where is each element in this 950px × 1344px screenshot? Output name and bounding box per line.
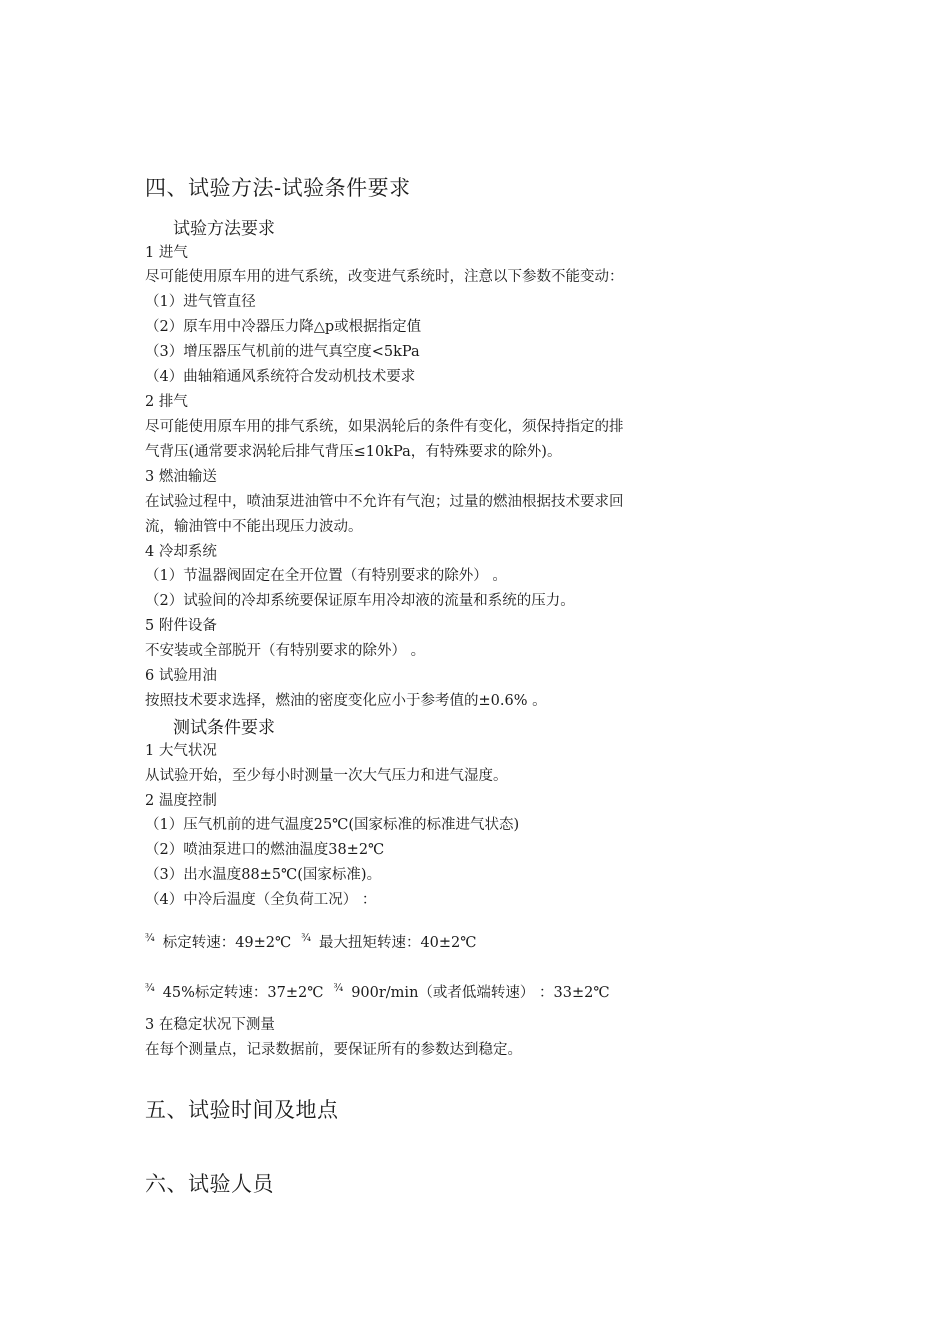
paragraph-line: 按照技术要求选择，燃油的密度变化应小于参考值的±0.6% 。 xyxy=(145,693,547,709)
list-item: （1）压气机前的进气温度25℃(国家标准的标准进气状态) xyxy=(145,817,520,833)
list-item: （1）进气管直径 xyxy=(145,294,256,310)
item-temperature-heading: 2 温度控制 xyxy=(145,793,217,809)
item-exhaust-heading: 2 排气 xyxy=(145,394,188,410)
subheading-test-conditions: 测试条件要求 xyxy=(173,718,275,738)
bullet-text: 最大扭矩转速：40±2℃ xyxy=(318,935,477,951)
bullet-text: 900r/min（或者低端转速） ：33±2℃ xyxy=(351,985,610,1001)
item-accessory-heading: 5 附件设备 xyxy=(145,618,217,634)
bullet-symbol: ¾ xyxy=(145,933,155,944)
list-item: （2）试验间的冷却系统要保证原车用冷却液的流量和系统的压力。 xyxy=(145,593,575,609)
list-item: （3）出水温度88±5℃(国家标准)。 xyxy=(145,867,382,883)
paragraph-line: 尽可能使用原车用的排气系统，如果涡轮后的条件有变化，须保持指定的排 xyxy=(145,419,624,435)
paragraph-line: 流，输油管中不能出现压力波动。 xyxy=(145,519,363,535)
bullet-row xyxy=(145,980,610,1002)
bullet-symbol: ¾ xyxy=(333,983,344,994)
paragraph-line: 在试验过程中，喷油泵进油管中不允许有气泡；过量的燃油根据技术要求回 xyxy=(145,494,624,510)
paragraph-line: 不安装或全部脱开（有特别要求的除外） 。 xyxy=(145,643,426,659)
subheading-test-method: 试验方法要求 xyxy=(173,219,275,239)
bullet-text: 标定转速：49±2℃ xyxy=(162,935,292,951)
item-cooling-heading: 4 冷却系统 xyxy=(145,544,217,560)
item-test-oil-heading: 6 试验用油 xyxy=(145,668,217,684)
list-item: （2）喷油泵进口的燃油温度38±2℃ xyxy=(145,842,385,858)
item-atmosphere-heading: 1 大气状况 xyxy=(145,743,217,759)
section-4-heading: 四、试验方法-试验条件要求 xyxy=(145,176,411,200)
section-6-heading: 六、试验人员 xyxy=(145,1172,274,1196)
paragraph-line: 尽可能使用原车用的进气系统，改变进气系统时，注意以下参数不能变动： xyxy=(145,269,624,285)
paragraph-line: 从试验开始，至少每小时测量一次大气压力和进气湿度。 xyxy=(145,768,508,784)
bullet-text: 45%标定转速：37±2℃ xyxy=(162,985,324,1001)
bullet-row xyxy=(145,930,477,952)
list-item: （4）曲轴箱通风系统符合发动机技术要求 xyxy=(145,369,416,385)
item-fuel-heading: 3 燃油输送 xyxy=(145,469,217,485)
bullet-symbol: ¾ xyxy=(145,983,155,994)
list-item: （4）中冷后温度（全负荷工况） ： xyxy=(145,892,377,908)
list-item: （2）原车用中冷器压力降△p或根据指定值 xyxy=(145,319,422,335)
list-item: （1）节温器阀固定在全开位置（有特别要求的除外） 。 xyxy=(145,568,507,584)
item-intake-heading: 1 进气 xyxy=(145,245,188,261)
list-item: （3）增压器压气机前的进气真空度<5kPa xyxy=(145,344,420,360)
paragraph-line: 在每个测量点，记录数据前，要保证所有的参数达到稳定。 xyxy=(145,1042,522,1058)
item-steady-state-heading: 3 在稳定状况下测量 xyxy=(145,1017,275,1033)
bullet-symbol: ¾ xyxy=(301,933,311,944)
section-5-heading: 五、试验时间及地点 xyxy=(145,1098,339,1122)
paragraph-line: 气背压(通常要求涡轮后排气背压≤10kPa，有特殊要求的除外)。 xyxy=(145,444,562,460)
